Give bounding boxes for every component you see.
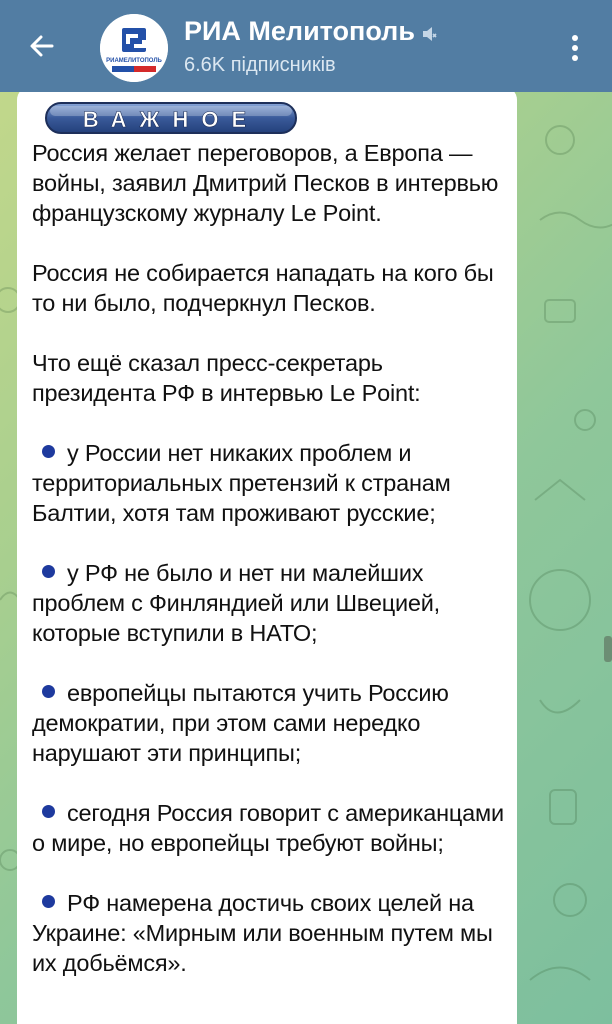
bullet-dot-icon: [42, 895, 55, 908]
bullet-text: европейцы пытаются учить Россию демократии, при этом сами нередко нарушают эти принципы;: [32, 680, 449, 766]
bullet-text: у России нет никаких проблем и территориальных претензий к странам Балтии, хотя там проживают русские;: [32, 440, 451, 526]
bullet-item: [32, 798, 512, 858]
bullet-dot-icon: [42, 565, 55, 578]
paragraph: Что ещё сказал пресс-секретарь президента РФ в интервью Le Point:: [32, 350, 421, 406]
message-text: [32, 138, 512, 1008]
bullet-text: сегодня Россия говорит с американцами о мире, но европейцы требуют войны;: [32, 800, 504, 856]
important-badge-label: ВАЖНОЕ: [82, 107, 260, 132]
bullet-text: у РФ не было и нет ни малейших проблем с Финляндией или Швецией, которые вступили в НАТО;: [32, 560, 441, 646]
arrow-left-icon: [28, 32, 56, 60]
kebab-menu-icon: [571, 34, 579, 62]
bullet-item: [32, 678, 512, 768]
bullet-dot-icon: [42, 445, 55, 458]
back-button[interactable]: [18, 22, 66, 70]
channel-title[interactable]: РИА Мелитополь: [184, 16, 415, 46]
channel-avatar[interactable]: [100, 14, 168, 82]
bullet-item: [32, 438, 512, 528]
muted-speaker-icon: [421, 25, 437, 43]
paragraph: Россия желает переговоров, а Европа — войны, заявил Дмитрий Песков в интервью французскому журналу Le Point.: [32, 140, 499, 226]
bullet-dot-icon: [42, 685, 55, 698]
subscriber-count: 6.6K підписників: [184, 54, 336, 76]
channel-logo: [100, 14, 168, 82]
scrollbar-thumb[interactable]: [604, 636, 612, 662]
more-menu-button[interactable]: [558, 26, 592, 70]
paragraph: Россия не собирается нападать на кого бы то ни было, подчеркнул Песков.: [32, 260, 494, 316]
bullet-dot-icon: [42, 805, 55, 818]
bullet-item: [32, 558, 512, 648]
bullet-text: РФ намерена достичь своих целей на Украине: «Мирным или военным путем мы их добьёмся».: [32, 890, 493, 976]
chat-header: [0, 0, 612, 92]
important-badge: [44, 100, 298, 136]
svg-text:РИАМЕЛИТОПОЛЬ: РИАМЕЛИТОПОЛЬ: [106, 58, 162, 64]
bullet-item: [32, 888, 512, 978]
